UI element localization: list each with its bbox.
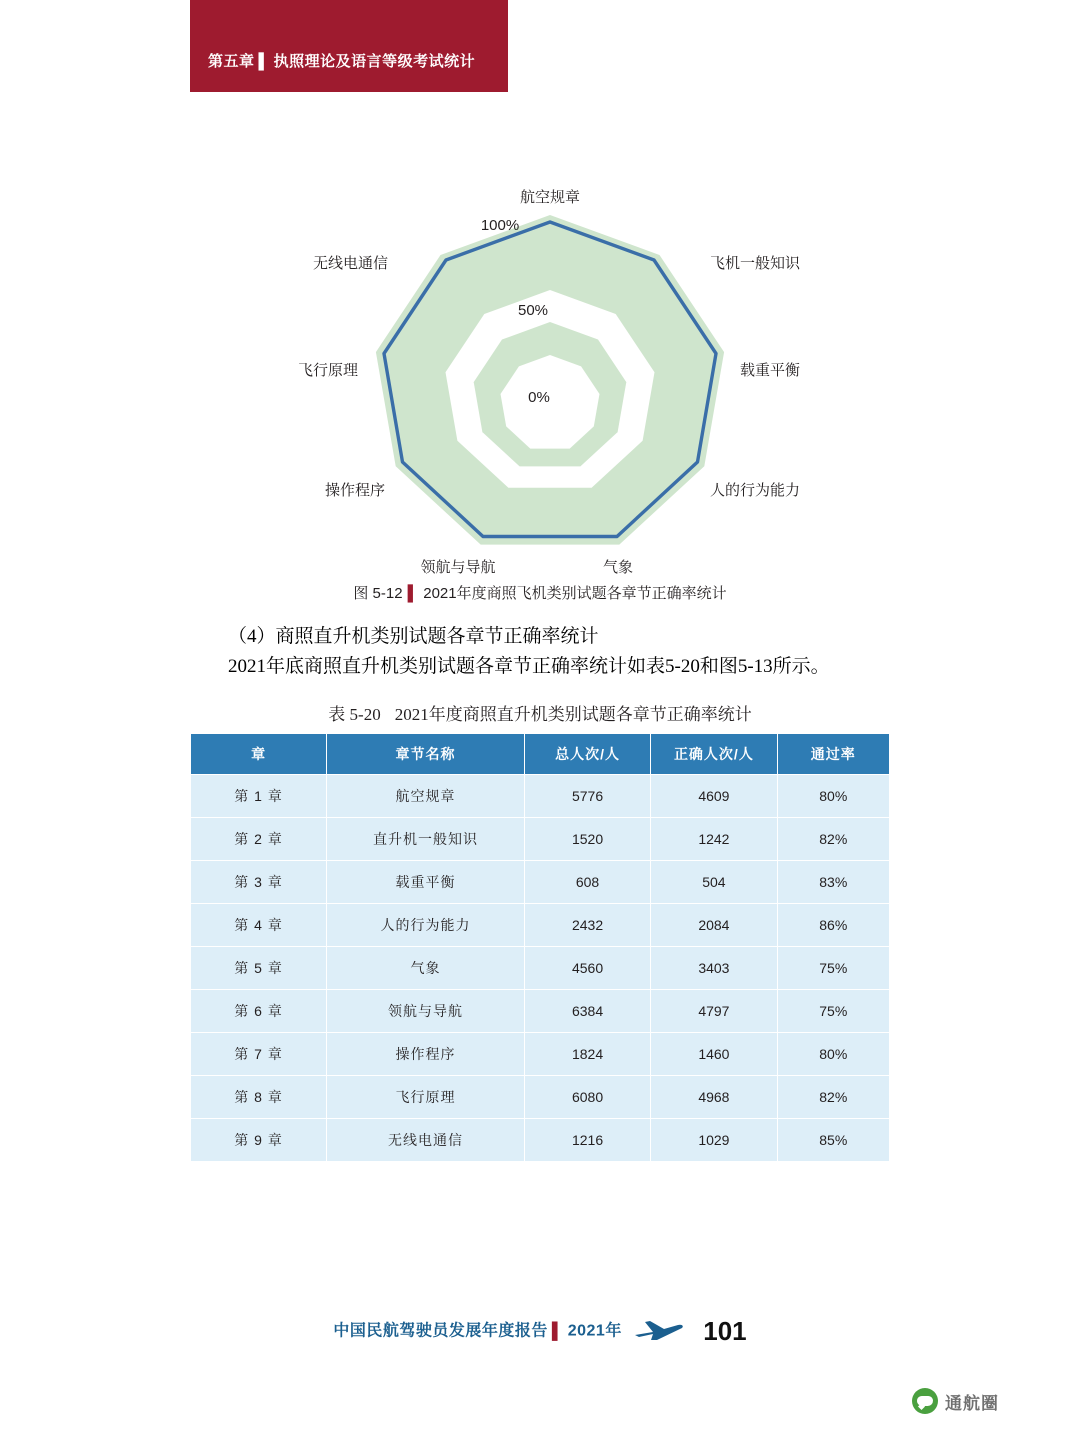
watermark — [912, 1388, 999, 1414]
table-row — [191, 947, 890, 990]
radar-tick-50: 50% — [517, 302, 549, 319]
radar-label-3: 人的行为能力 — [710, 482, 801, 499]
chapter-title: 执照理论及语言等级考试统计 — [273, 53, 476, 70]
table-header-total: 总人次/人 — [524, 734, 650, 775]
wechat-badge-icon — [912, 1388, 938, 1414]
radar-tick-0: 0% — [528, 389, 550, 406]
radar-label-8: 无线电通信 — [312, 255, 388, 272]
watermark-text: 通航圈 — [945, 1393, 999, 1413]
cell-chapter: 第 4 章 — [191, 904, 327, 947]
cell-chapter: 第 2 章 — [191, 818, 327, 861]
figure-number: 图 5-12 — [353, 585, 403, 602]
radar-label-5: 领航与导航 — [420, 559, 496, 576]
cell-chapter: 第 5 章 — [191, 947, 327, 990]
cell-correct: 4609 — [651, 775, 777, 818]
cell-rate: 86% — [777, 904, 889, 947]
radar-label-4: 气象 — [602, 559, 634, 576]
cell-total: 1520 — [524, 818, 650, 861]
cell-name: 载重平衡 — [327, 861, 525, 904]
cell-total: 1824 — [524, 1033, 650, 1076]
radar-label-6: 操作程序 — [324, 482, 385, 499]
page-footer — [0, 1316, 1080, 1347]
cell-rate: 75% — [777, 947, 889, 990]
cell-correct: 2084 — [651, 904, 777, 947]
figure-caption-text: 2021年度商照飞机类别试题各章节正确率统计 — [423, 585, 727, 602]
cell-total: 5776 — [524, 775, 650, 818]
cell-chapter: 第 9 章 — [191, 1119, 327, 1162]
cell-rate: 85% — [777, 1119, 889, 1162]
cell-name: 气象 — [327, 947, 525, 990]
cell-chapter: 第 6 章 — [191, 990, 327, 1033]
chapter-number: 第五章 — [208, 53, 255, 70]
table-row — [191, 1033, 890, 1076]
table-header-name: 章节名称 — [327, 734, 525, 775]
cell-correct: 4968 — [651, 1076, 777, 1119]
cell-correct: 1242 — [651, 818, 777, 861]
radar-label-7: 飞行原理 — [297, 362, 358, 379]
radar-chart — [240, 150, 860, 590]
chapter-accuracy-table — [190, 733, 890, 1162]
cell-correct: 4797 — [651, 990, 777, 1033]
footer-title-group — [333, 1323, 626, 1340]
footer-year: 2021年 — [567, 1322, 622, 1340]
cell-correct: 1029 — [651, 1119, 777, 1162]
chapter-header-text — [208, 50, 475, 71]
table-row — [191, 1076, 890, 1119]
radar-label-2: 载重平衡 — [740, 362, 801, 379]
cell-name: 人的行为能力 — [327, 904, 525, 947]
table-row — [191, 1119, 890, 1162]
cell-name: 操作程序 — [327, 1033, 525, 1076]
footer-report-title: 中国民航驾驶员发展年度报告 — [333, 1322, 548, 1340]
table-header-correct: 正确人次/人 — [651, 734, 777, 775]
radar-label-1: 飞机一般知识 — [710, 255, 801, 272]
cell-total: 6080 — [524, 1076, 650, 1119]
table-row — [191, 818, 890, 861]
cell-rate: 75% — [777, 990, 889, 1033]
cell-chapter: 第 1 章 — [191, 775, 327, 818]
cell-name: 无线电通信 — [327, 1119, 525, 1162]
cell-name: 航空规章 — [327, 775, 525, 818]
footer-separator: ▌ — [551, 1322, 564, 1340]
table-row — [191, 775, 890, 818]
radar-grid — [376, 210, 724, 545]
table-row — [191, 990, 890, 1033]
cell-correct: 3403 — [651, 947, 777, 990]
radar-label-0: 航空规章 — [519, 189, 581, 206]
table-caption — [0, 700, 1080, 725]
cell-rate: 82% — [777, 818, 889, 861]
airplane-icon — [633, 1316, 685, 1347]
cell-name: 飞行原理 — [327, 1076, 525, 1119]
cell-total: 608 — [524, 861, 650, 904]
table-header-chapter: 章 — [191, 734, 327, 775]
cell-total: 6384 — [524, 990, 650, 1033]
cell-name: 领航与导航 — [327, 990, 525, 1033]
cell-total: 4560 — [524, 947, 650, 990]
figure-caption — [0, 582, 1080, 603]
cell-correct: 1460 — [651, 1033, 777, 1076]
body-paragraph-2: 2021年底商照直升机类别试题各章节正确率统计如表5-20和图5-13所示。 — [228, 656, 830, 677]
table-title: 2021年度商照直升机类别试题各章节正确率统计 — [394, 705, 752, 724]
cell-chapter: 第 7 章 — [191, 1033, 327, 1076]
figure-caption-separator: ▌ — [407, 585, 419, 602]
cell-chapter: 第 8 章 — [191, 1076, 327, 1119]
table-row — [191, 904, 890, 947]
header-separator: ▌ — [258, 53, 270, 70]
page-number: 101 — [703, 1316, 747, 1346]
cell-chapter: 第 3 章 — [191, 861, 327, 904]
table-row — [191, 861, 890, 904]
radar-tick-100: 100% — [480, 217, 520, 234]
table-header-row — [191, 734, 890, 775]
table-header-rate: 通过率 — [777, 734, 889, 775]
cell-rate: 83% — [777, 861, 889, 904]
cell-name: 直升机一般知识 — [327, 818, 525, 861]
body-paragraph-1: （4）商照直升机类别试题各章节正确率统计 — [228, 626, 599, 647]
cell-rate: 80% — [777, 775, 889, 818]
cell-total: 2432 — [524, 904, 650, 947]
table-number: 表 5-20 — [328, 705, 381, 724]
cell-correct: 504 — [651, 861, 777, 904]
cell-total: 1216 — [524, 1119, 650, 1162]
cell-rate: 82% — [777, 1076, 889, 1119]
cell-rate: 80% — [777, 1033, 889, 1076]
radar-chart-svg — [240, 150, 860, 590]
chapter-header-banner — [190, 0, 508, 92]
